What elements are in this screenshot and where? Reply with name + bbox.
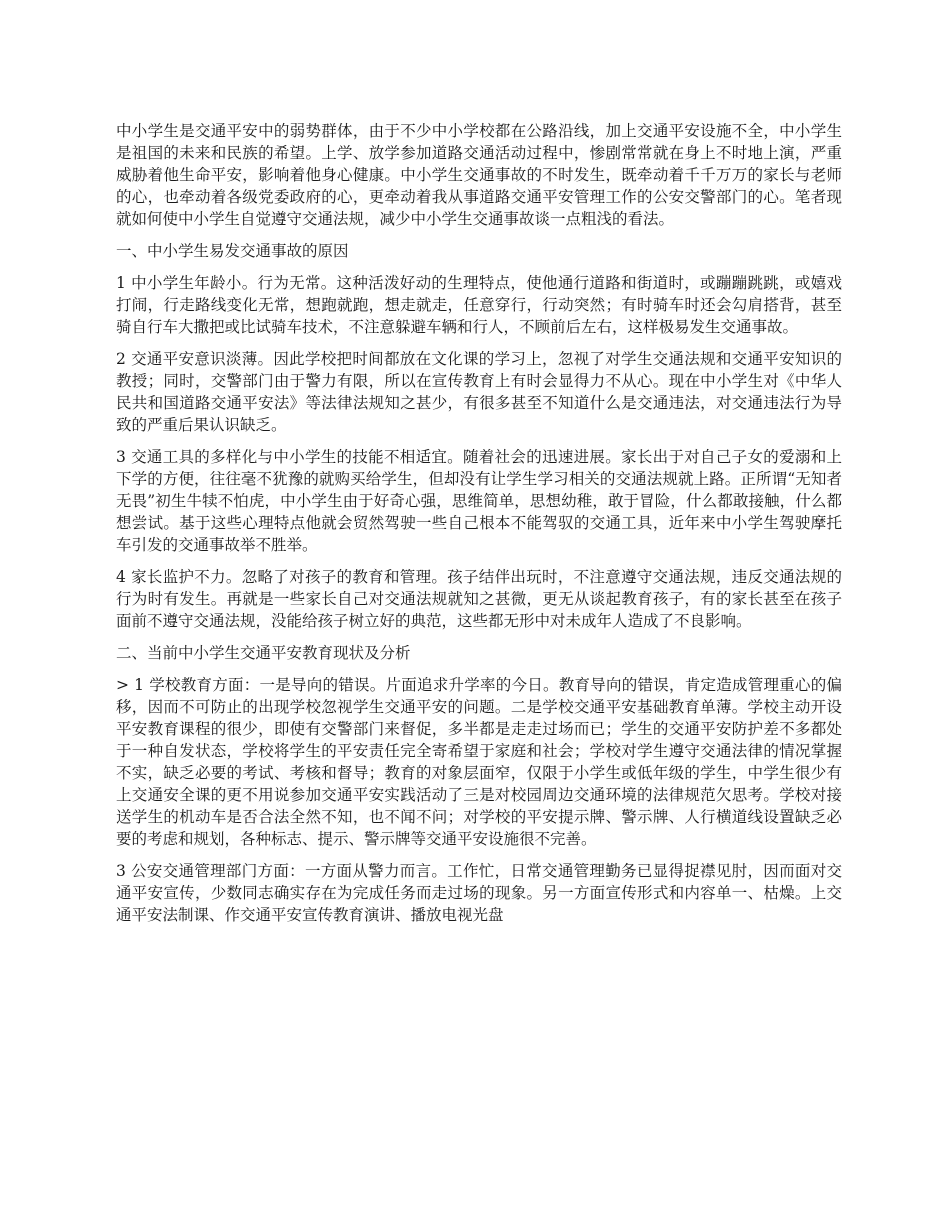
status-paragraph-school: > 1 学校教育方面：一是导向的错误。片面追求升学率的今日。教育导向的错误，肯定造成管理重心的偏移，因而不可防止的出现学校忽视学生交通平安的问题。二是学校交通平安基础教育单薄。学校主动开设平安教育课程的很少，即使有交警部门来督促，多半都是走走过场而已；学生的交通平安防护差不多都处于一种自发状态，学校将学生的平安责任完全寄希望于家庭和社会；学校对学生遵守交通法律的情况掌握不实，缺乏必要的考试、考核和督导；教育的对象层面窄，仅限于小学生或低年级的学生，中学生很少有上交通安全课的更不用说参加交通平安实践活动了三是对校园周边交通环境的法律规范欠思考。学校对接送学生的机动车是否合法全然不知，也不闻不问；对学校的平安提示牌、警示牌、人行横道线设置缺乏必要的考虑和规划，各种标志、提示、警示牌等交通平安设施很不完善。	[116, 676, 842, 848]
cause-paragraph-3: 3 交通工具的多样化与中小学生的技能不相适宜。随着社会的迅速进展。家长出于对自己子女的爱溺和上下学的方便，往往毫不犹豫的就购买给学生，但却没有让学生学习相关的交通法规就上路。正所谓“无知者无畏”初生牛犊不怕虎，中小学生由于好奇心强，思维简单，思想幼稚，敢于冒险，什么都敢接触，什么都想尝试。基于这些心理特点他就会贸然驾驶一些自己根本不能驾驭的交通工具，近年来中小学生驾驶摩托车引发的交通事故举不胜举。	[116, 448, 842, 554]
intro-paragraph: 中小学生是交通平安中的弱势群体，由于不少中小学校都在公路沿线，加上交通平安设施不全，中小学生是祖国的未来和民族的希望。上学、放学参加道路交通活动过程中，惨剧常常就在身上不时地上演，严重威胁着他生命平安，影响着他身心健康。中小学生交通事故的不时发生，既牵动着千千万万的家长与老师的心，也牵动着各级党委政府的心，更牵动着我从事道路交通平安管理工作的公安交警部门的心。笔者现就如何使中小学生自觉遵守交通法规，减少中小学生交通事故谈一点粗浅的看法。	[116, 122, 842, 228]
cause-paragraph-2: 2 交通平安意识淡薄。因此学校把时间都放在文化课的学习上，忽视了对学生交通法规和交通平安知识的教授；同时，交警部门由于警力有限，所以在宣传教育上有时会显得力不从心。现在中小学生对《中华人民共和国道路交通平安法》等法律法规知之甚少，有很多甚至不知道什么是交通违法，对交通违法行为导致的严重后果认识缺乏。	[116, 350, 842, 434]
status-paragraph-police: 3 公安交通管理部门方面：一方面从警力而言。工作忙，日常交通管理勤务已显得捉襟见肘，因而面对交通平安宣传，少数同志确实存在为完成任务而走过场的现象。另一方面宣传形式和内容单一、枯燥。上交通平安法制课、作交通平安宣传教育演讲、播放电视光盘	[116, 862, 842, 924]
document-body	[116, 120, 842, 936]
section-heading-status: 二、当前中小学生交通平安教育现状及分析	[116, 644, 411, 662]
section-heading-causes: 一、中小学生易发交通事故的原因	[116, 242, 349, 260]
cause-paragraph-4: 4 家长监护不力。忽略了对孩子的教育和管理。孩子结伴出玩时，不注意遵守交通法规，违反交通法规的行为时有发生。再就是一些家长自己对交通法规就知之甚微，更无从谈起教育孩子，有的家长甚至在孩子面前不遵守交通法规，没能给孩子树立好的典范，这些都无形中对未成年人造成了不良影响。	[116, 568, 842, 630]
cause-paragraph-1: 1 中小学生年龄小。行为无常。这种活泼好动的生理特点，使他通行道路和街道时，或蹦蹦跳跳，或嬉戏打闹，行走路线变化无常，想跑就跑，想走就走，任意穿行，行动突然；有时骑车时还会勾肩搭背，甚至骑自行车大撒把或比试骑车技术，不注意躲避车辆和行人，不顾前后左右，这样极易发生交通事故。	[116, 274, 842, 336]
